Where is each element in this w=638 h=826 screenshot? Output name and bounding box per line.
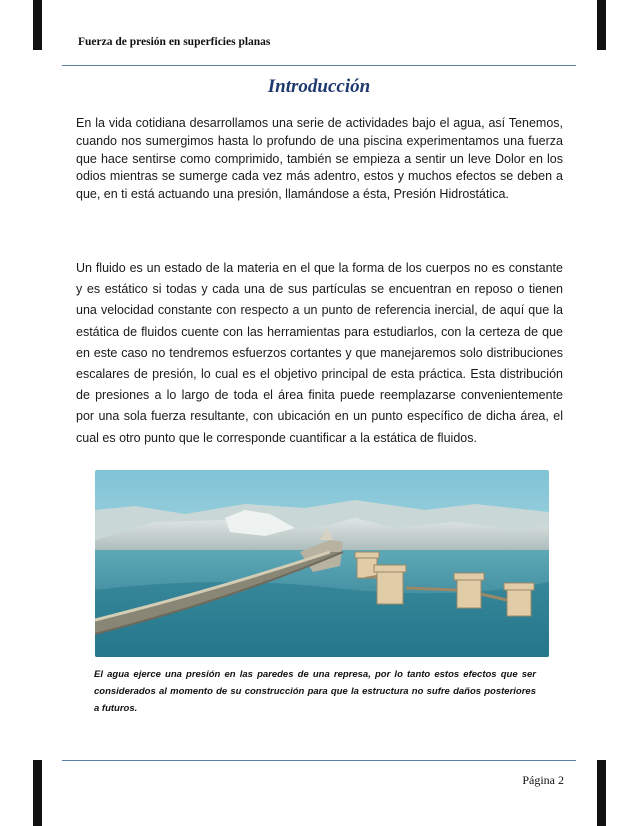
intro-paragraph-1: En la vida cotidiana desarrollamos una serie de actividades bajo el agua, así Tenemos, cuando nos sumergimos hasta lo profundo de una piscina experimentamos una fuerza que hace sentirse como comprimido, también se empieza a sentir un leve Dolor en los odios mientras se sumerge cada vez más adentro, estos y muchos efectos se deben a que, en ti está actuando una presión, llamándose a ésta, Presión Hidrostática. [76,116,563,202]
dam-photo [95,470,549,657]
section-title: Introducción [267,76,371,97]
footer-rule [62,760,576,761]
top-right-bar [597,0,606,50]
figure-caption: El agua ejerce una presión en las paredes de una represa, por lo tanto estos efectos que ser considerados al momento de su construcción para que la estructura no sufre daños posteriores a futuros. [94,669,536,714]
page-number: Página 2 [522,773,564,787]
header-title: Fuerza de presión en superficies planas [78,36,271,48]
dam-illustration [95,470,549,657]
intro-paragraph-2: Un fluido es un estado de la materia en el que la forma de los cuerpos no es constante y es estático si todas y cada una de sus partículas se encuentran en reposo o tienen una velocidad constante con respecto a un punto de referencia inercial, de aquí que la estática de fluidos cuente con las herramientas para estudiarlos, con la certeza de que en este caso no tendremos esfuerzos cortantes y que manejaremos solo distribuciones escalares de presión, lo cual es el objetivo principal de esta práctica. Esta distribución de presiones a lo largo de toda el área finita puede reemplazarse convenientemente por una sola fuerza resultante, con ubicación en un punto específico de dicha área, el cual es otro punto que le corresponde cuantificar a la estática de fluidos. [76,261,563,445]
bottom-right-bar [597,760,606,826]
top-left-bar [33,0,42,50]
header-rule [62,65,576,66]
bottom-left-bar [33,760,42,826]
